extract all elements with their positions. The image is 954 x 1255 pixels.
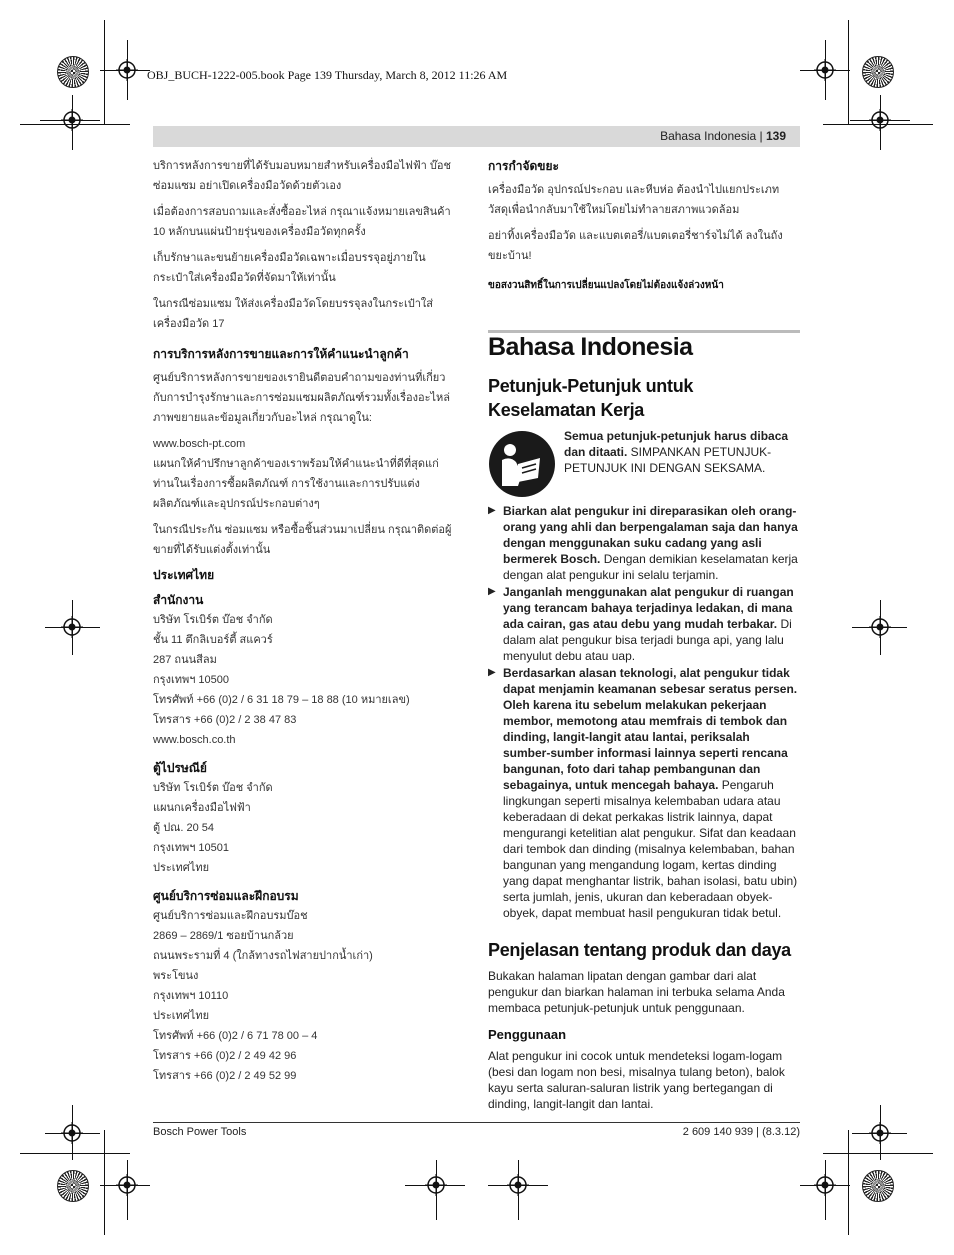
paragraph: ในกรณีประกัน ซ่อมแซม หรือซื้อชิ้นส่วนมาเปลี่ยน กรุณาติดต่อผู้ขายที่ได้รับแต่งตั้งเท่านั้น [153,524,452,556]
address-line: กรุงเทพฯ 10110 [153,990,229,1002]
usage-heading: Penggunaan [488,1027,567,1042]
country-heading: ประเทศไทย [153,568,215,582]
color-rosette-icon [862,56,894,88]
paragraph: บริการหลังการขายที่ได้รับมอบหมายสำหรับเครื่องมือไฟฟ้า บ๊อช ซ่อมแซม อย่าเปิดเครื่องมือวัดด้วยตัวเอง [153,160,451,192]
website-link[interactable]: www.bosch-pt.com [153,438,246,450]
bullet-bold: Biarkan alat pengukur ini direparasikan oleh orang-orang yang ahli dan berpengalaman saja dan hanya dengan menggunakan suku cadang yang asli bermerek Bosch. [503,504,798,566]
address-section [153,565,458,1086]
training-heading: ศูนย์บริการซ่อมและฝึกอบรม [153,889,299,903]
bullet-bold: Janganlah menggunakan alat pengukur di ruangan yang terancam bahaya terjadinya ledakan, di mana ada cairan, gas atau debu yang mudah terbakar. [503,585,794,631]
bullet-normal: Pengaruh lingkungan seperti misalnya kelembaban udara atau keberadaan di dekat perkakas listrik lainnya, dapat mengurangi ketelitian alat pengukur. Sifat dan keadaan dari tembok dan dinding (misalnya kelembaban, bahan bangunan yang mengandung logam, kertas dinding yang dapat menghantar listrik, bahan isolasi, batu ubin) serta jumlah, jenis, ukuran dan keberadaan obyek-obyek, dapat membuat hasil pengukuran tidak betul. [503,778,798,920]
language-title: Bahasa Indonesia [488,333,693,361]
service-section [153,344,458,566]
registration-target-icon [869,616,891,638]
address-line: 2869 – 2869/1 ซอยบ้านกล้วย [153,930,294,942]
service-heading: การบริการหลังการขายและการให้คำแนะนำลูกค้า [153,347,409,361]
phone-line: โทรศัพท์ +66 (0)2 / 6 31 18 79 – 18 88 (10 หมายเลข) [153,694,410,706]
list-item [488,503,800,583]
safety-bullets [488,503,800,921]
print-info: OBJ_BUCH-1222-005.book Page 139 Thursday, March 8, 2012 11:26 AM [147,68,508,82]
paragraph: แผนกให้คำปรึกษาลูกค้าของเราพร้อมให้คำแนะนำที่ดีที่สุดแก่ท่านในเรื่องการซื้อผลิตภัณฑ์ การใช้งานและการปรับแต่งผลิตภัณฑ์และอุปกรณ์ประกอบต่างๆ [153,458,439,510]
fax-line: โทรสาร +66 (0)2 / 2 49 52 99 [153,1070,297,1082]
product-heading: Penjelasan tentang produk dan daya [488,940,791,960]
bullet-triangle-icon: ▶ [488,586,496,597]
registration-target-icon [869,1122,891,1144]
registration-target-icon [425,1174,447,1196]
safety-heading-line: Keselamatan Kerja [488,400,644,420]
address-line: บริษัท โรเบิร์ต บ๊อช จำกัด [153,614,273,626]
page-number: 139 [765,129,786,143]
registration-target-icon [507,1174,529,1196]
safety-heading [488,374,800,422]
bullet-normal: Di dalam alat pengukur bisa terjadi bunga api, yang lalu menyulut debu atau uap. [503,617,792,663]
address-line: พระโขนง [153,970,199,982]
color-rosette-icon [862,1170,894,1202]
registration-target-icon [814,59,836,81]
registration-target-icon [61,1122,83,1144]
header-section: Bahasa Indonesia [660,129,757,143]
registration-target-icon [116,59,138,81]
address-line: ถนนพระรามที่ 4 (ใกล้ทางรถไฟสายปากน้ำเก่า) [153,950,373,962]
address-line: บริษัท โรเบิร์ต บ๊อช จำกัด [153,782,273,794]
list-item [488,665,800,921]
disposal-heading: การกำจัดขยะ [488,159,559,173]
disclaimer: ขอสงวนสิทธิ์ในการเปลี่ยนแปลงโดยไม่ต้องแจ้งล่วงหน้า [488,280,724,291]
address-line: ประเทศไทย [153,862,210,874]
paragraph: เมื่อต้องการสอบถามและสั่งซื้ออะไหล่ กรุณาแจ้งหมายเลขสินค้า 10 หลักบนแผ่นป้ายรุ่นของเครื่องมือวัดทุกครั้ง [153,206,451,238]
paragraph: เก็บรักษาและขนย้ายเครื่องมือวัดเฉพาะเมื่อบรรจุอยู่ภายในกระเป๋าใส่เครื่องมือวัดที่จัดมาให้เท่านั้น [153,252,426,284]
paragraph: อย่าทิ้งเครื่องมือวัด และแบตเตอรี่/แบตเตอรี่ชาร์จไม่ได้ ลงในถังขยะบ้าน! [488,230,783,262]
product-paragraph: Bukakan halaman lipatan dengan gambar dari alat pengukur dan biarkan halaman ini terbuka selama Anda membaca petunjuk-petunjuk untuk penggunaan. [488,969,785,1015]
address-line: กรุงเทพฯ 10501 [153,842,230,854]
phone-line: โทรศัพท์ +66 (0)2 / 6 71 78 00 – 4 [153,1030,318,1042]
paragraph: เครื่องมือวัด อุปกรณ์ประกอบ และหีบห่อ ต้องนำไปแยกประเภทวัสดุเพื่อนำกลับมาใช้ใหม่โดยไม่ทำลายสภาพแวดล้อม [488,184,780,216]
list-item [488,584,800,664]
read-manual-icon [488,430,556,498]
footer-rule [153,1122,800,1123]
address-line: แผนกเครื่องมือไฟฟ้า [153,802,251,814]
website-link[interactable]: www.bosch.co.th [153,734,236,746]
registration-target-icon [61,109,83,131]
address-line: ตู้ ปณ. 20 54 [153,822,215,834]
bullet-triangle-icon: ▶ [488,667,496,678]
address-line: ชั้น 11 ตึกลิเบอร์ตี้ สแควร์ [153,634,273,646]
color-rosette-icon [57,1170,89,1202]
pobox-heading: ตู้ไปรษณีย์ [153,761,207,775]
paragraph: ในกรณีซ่อมแซม ให้ส่งเครื่องมือวัดโดยบรรจุลงในกระเป๋าใส่เครื่องมือวัด 17 [153,298,433,330]
disposal-section [488,156,793,302]
page-header [153,126,800,147]
office-heading: สำนักงาน [153,593,204,607]
footer-right: 2 609 140 939 | (8.3.12) [682,1126,800,1138]
address-line: กรุงเทพฯ 10500 [153,674,230,686]
address-line: ประเทศไทย [153,1010,210,1022]
warning-normal: SIMPANKAN PETUNJUK-PETUNJUK INI DENGAN SEKSAMA. [564,445,772,475]
header-text [660,129,786,143]
registration-target-icon [869,109,891,131]
warning-bold: Semua petunjuk-petunjuk harus dibaca dan ditaati. [564,429,789,459]
registration-target-icon [61,616,83,638]
registration-target-icon [814,1174,836,1196]
paragraph: ศูนย์บริการหลังการขายของเรายินดีตอบคำถามของท่านที่เกี่ยวกับการบำรุงรักษาและการซ่อมแซมผลิตภัณฑ์รวมทั้งเรื่องอะไหล่ ภาพขยายและข้อมูลเกี่ยวกับอะไหล่ กรุณาดูใน: [153,372,450,424]
header-separator: | [759,129,763,143]
safety-heading-line: Petunjuk-Petunjuk untuk [488,376,694,396]
usage-paragraph: Alat pengukur ini cocok untuk mendeteksi logam-logam (besi dan logam non besi, misalnya tulang beton), balok kayu serta saluran-saluran listrik yang bertegangan di dinding, langit-langit dan lantai. [488,1049,785,1111]
bullet-bold: Berdasarkan alasan teknologi, alat pengukur tidak dapat menjamin keamanan sebesar seratus persen. Oleh karena itu sebelum melakukan pekerjaan membor, memotong atau memfrais di tembok dan dinding, langit-langit atau lantai, periksalah sumber-sumber informasi lainnya seperti rencana bangunan, foto dari tahap pembangunan dan sebagainya, untuk mencegah bahaya. [503,666,798,792]
left-column [153,156,458,340]
bullet-normal: Dengan demikian keselamatan kerja dengan alat pengukur ini selalu terjamin. [503,552,798,582]
bullet-triangle-icon: ▶ [488,505,496,516]
registration-target-icon [116,1174,138,1196]
footer-left: Bosch Power Tools [153,1126,247,1138]
fax-line: โทรสาร +66 (0)2 / 2 38 47 83 [153,714,297,726]
address-line: ศูนย์บริการซ่อมและฝึกอบรมบ๊อช [153,910,308,922]
fax-line: โทรสาร +66 (0)2 / 2 49 42 96 [153,1050,297,1062]
warning-box [564,428,800,476]
address-line: 287 ถนนสีลม [153,654,217,666]
color-rosette-icon [57,56,89,88]
